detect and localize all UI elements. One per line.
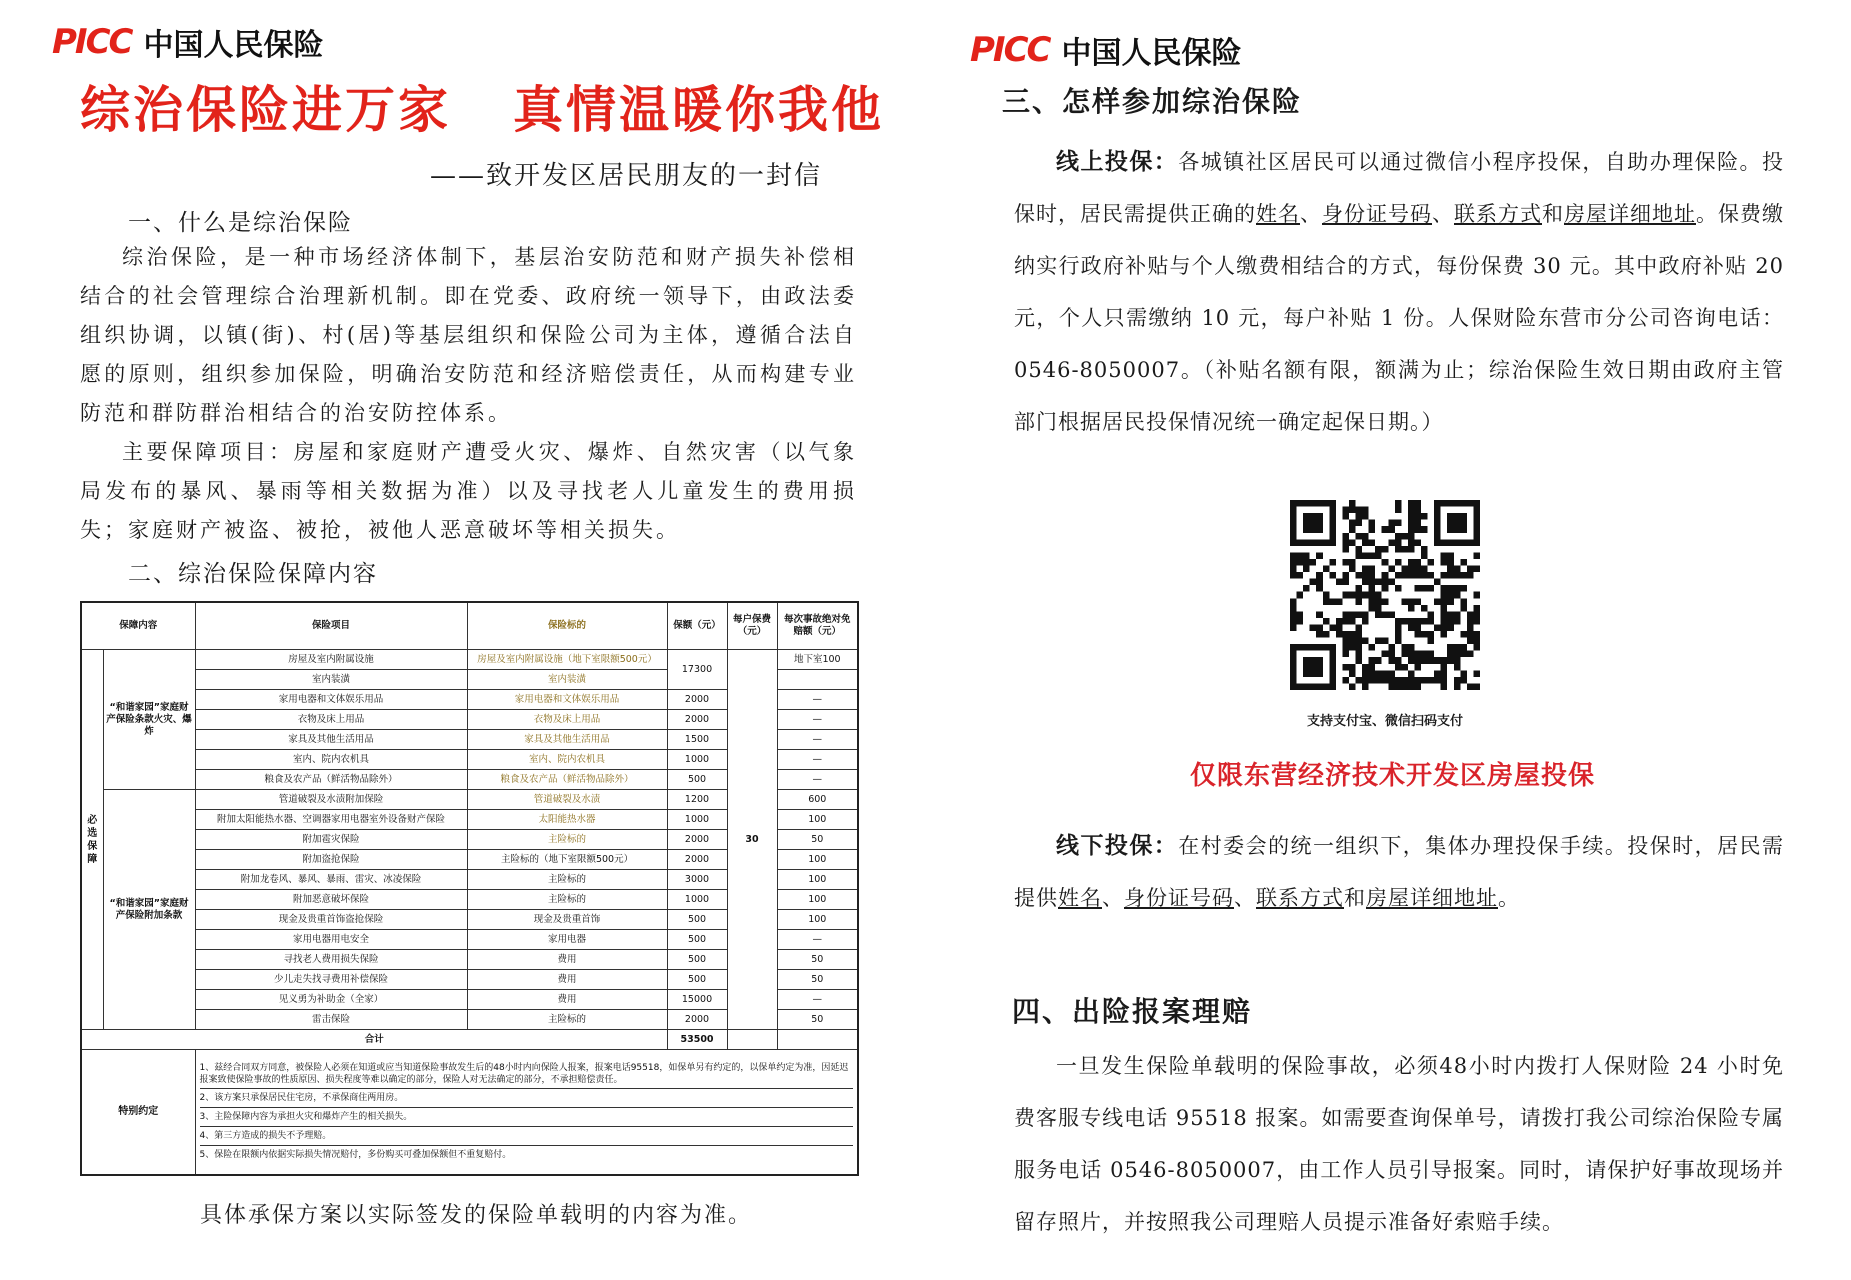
item-cell: 现金及贵重首饰盗抢保险 (195, 910, 467, 930)
section4-title: 四、出险报案理赔 (1012, 995, 1253, 1028)
item-cell: 附加恶意破坏保险 (195, 890, 467, 910)
target-cell: 太阳能热水器 (467, 810, 667, 830)
and-1: 和 (1542, 202, 1564, 226)
item-cell: 附加雹灾保险 (195, 830, 467, 850)
region-notice: 仅限东营经济技术开发区房屋投保 (1190, 761, 1596, 791)
right-page (940, 0, 1851, 1280)
amount-cell: 500 (667, 770, 727, 790)
amount-cell: 1000 (667, 810, 727, 830)
deduct-cell: 600 (777, 790, 858, 810)
field-address: 房屋详细地址 (1366, 886, 1498, 910)
letter-subtitle: ——致开发区居民朋友的一封信 (430, 161, 823, 191)
sep-3: 、 (1102, 886, 1124, 910)
amount-cell: 15000 (667, 990, 727, 1010)
header-deductible: 每次事故绝对免赔额（元） (777, 602, 858, 650)
picc-logo (970, 28, 1241, 72)
header-item: 保险项目 (195, 602, 467, 650)
deduct-cell: 50 (777, 830, 858, 850)
section2-title: 二、综治保险保障内容 (128, 561, 378, 587)
deduct-cell: — (777, 690, 858, 710)
item-cell: 附加盗抢保险 (195, 850, 467, 870)
brand-name: 中国人民保险 (143, 28, 324, 63)
special-label: 特别约定 (81, 1050, 195, 1176)
coverage-table (80, 601, 859, 1176)
deduct-cell: 100 (777, 870, 858, 890)
amount-cell: 500 (667, 930, 727, 950)
headline (80, 70, 884, 142)
deduct-cell: 50 (777, 950, 858, 970)
special-term-5: 5、保险在限额内依据实际损失情况赔付，多份购买可叠加保额但不重复赔付。 (199, 1150, 512, 1160)
amount-cell: 2000 (667, 710, 727, 730)
special-term-4: 4、第三方造成的损失不予理赔。 (200, 1127, 854, 1146)
item-cell: 寻找老人费用损失保险 (195, 950, 467, 970)
picc-logo (52, 20, 323, 64)
amount-cell: 500 (667, 950, 727, 970)
amount-cell: 500 (667, 970, 727, 990)
amount-cell: 2000 (667, 690, 727, 710)
item-cell: 粮食及农产品（鲜活物品除外） (195, 770, 467, 790)
headline-part-1: 综治保险进万家 (80, 81, 451, 139)
offline-end: 。 (1498, 886, 1520, 910)
target-cell: 费用 (467, 970, 667, 990)
deduct-cell: — (777, 750, 858, 770)
qr-caption: 支持支付宝、微信扫码支付 (1306, 714, 1463, 729)
header-coverage: 保障内容 (81, 602, 195, 650)
table-header-row (81, 602, 858, 650)
deduct-cell (777, 670, 858, 690)
payment-qr-code[interactable] (1290, 500, 1480, 690)
item-cell: 雷击保险 (195, 1010, 467, 1030)
online-paragraph (1014, 136, 1784, 448)
amount-cell: 1000 (667, 750, 727, 770)
deduct-cell: 地下室100 (777, 650, 858, 670)
target-cell: 费用 (467, 990, 667, 1010)
online-text-1: 各城镇社区居民可以通过微信小程序投保，自助办理保险。投保时，居民需提供正确的 (1014, 150, 1785, 226)
sep-1: 、 (1300, 202, 1322, 226)
amount-cell: 1000 (667, 890, 727, 910)
section4-paragraph: 一旦发生保险单载明的保险事故，必须48小时内拨打人保财险 24 小时免费客服专线电话 95518 报案。如需要查询保单号，请拨打我公司综治保险专属服务电话 0546-8050007，由工作人员引导报案。同时，请保护好事故现场并留存照片，并按照我公司理赔人员提示准备好索赔手续。 (1014, 1054, 1784, 1234)
amount-cell: 17300 (667, 650, 727, 690)
headline-part-2: 真情温暖你我他 (513, 81, 884, 139)
total-label: 合计 (81, 1030, 667, 1050)
special-row (81, 1050, 858, 1176)
deduct-cell: — (777, 770, 858, 790)
header-target: 保险标的 (467, 602, 667, 650)
amount-cell: 1500 (667, 730, 727, 750)
offline-text-1: 在村委会的统一组织下，集体办理投保手续。投保时，居民需提供 (1014, 834, 1785, 910)
left-page (0, 0, 900, 1280)
section1-paragraph-1: 综治保险，是一种市场经济体制下，基层治安防范和财产损失补偿相结合的社会管理综合治理新机制。即在党委、政府统一领导下，由政法委组织协调，以镇(街)、村(居)等基层组织和保险公司为主体，遵循合法自愿的原则，组织参加保险，明确治安防范和经济赔偿责任，从而构建专业防范和群防群治相结合的治安防控体系。 (80, 245, 857, 425)
target-cell: 现金及贵重首饰 (467, 910, 667, 930)
target-cell: 主险标的（地下室限额500元） (467, 850, 667, 870)
target-cell: 费用 (467, 950, 667, 970)
target-cell: 主险标的 (467, 870, 667, 890)
field-contact: 联系方式 (1256, 886, 1344, 910)
item-cell: 室内、院内农机具 (195, 750, 467, 770)
picc-logo-mark: PICC (970, 30, 1050, 70)
offline-paragraph (1014, 820, 1784, 924)
section1-paragraph-2: 主要保障项目：房屋和家庭财产遭受火灾、爆炸、自然灾害（以气象局发布的暴风、暴雨等相关数据为准）以及寻找老人儿童发生的费用损失；家庭财产被盗、被抢，被他人恶意破坏等相关损失。 (80, 440, 857, 542)
special-term-1: 1、兹经合同双方同意，被保险人必须在知道或应当知道保险事故发生后的48小时内向保险人报案，报案电话95518，如保单另有约定的，以保单约定为准，因延迟报案致使保险事故的性质原因、损失程度等难以确定的部分，保险人对无法确定的部分，不承担赔偿责任。 (200, 1060, 854, 1089)
target-cell: 家用电器 (467, 930, 667, 950)
item-cell: 衣物及床上用品 (195, 710, 467, 730)
field-contact: 联系方式 (1454, 202, 1542, 226)
target-cell: 室内、院内农机具 (467, 750, 667, 770)
premium-cell: 30 (727, 650, 777, 1030)
section1-title: 一、什么是综治保险 (128, 210, 353, 236)
target-cell: 主险标的 (467, 890, 667, 910)
target-cell: 家用电器和文体娱乐用品 (467, 690, 667, 710)
online-text-2: 。保费缴纳实行政府补贴与个人缴费相结合的方式，每份保费 30 元。其中政府补贴 20 元，个人只需缴纳 10 元，每户补贴 1 份。人保财险东营市分公司咨询电话：0546-8050007。（补贴名额有限，额满为止；综治保险生效日期由政府主管部门根据居民投保情况统一确定起保日期。） (1014, 202, 1784, 434)
target-cell: 主险标的 (467, 830, 667, 850)
amount-cell: 2000 (667, 830, 727, 850)
deduct-cell: — (777, 730, 858, 750)
field-id: 身份证号码 (1124, 886, 1234, 910)
field-name: 姓名 (1256, 202, 1300, 226)
deduct-cell: — (777, 990, 858, 1010)
deduct-cell: 100 (777, 850, 858, 870)
item-cell: 家用电器用电安全 (195, 930, 467, 950)
deduct-cell: 100 (777, 810, 858, 830)
target-cell: 房屋及室内附属设施（地下室限额500元） (467, 650, 667, 670)
brand-name: 中国人民保险 (1061, 36, 1242, 71)
footnote: 具体承保方案以实际签发的保险单载明的内容为准。 (200, 1203, 753, 1228)
item-cell: 房屋及室内附属设施 (195, 650, 467, 670)
offline-label: 线下投保： (1056, 833, 1179, 859)
amount-cell: 3000 (667, 870, 727, 890)
deduct-cell: — (777, 930, 858, 950)
online-label: 线上投保： (1056, 149, 1179, 175)
target-cell: 管道破裂及水渍 (467, 790, 667, 810)
amount-cell: 500 (667, 910, 727, 930)
total-row (81, 1030, 858, 1050)
target-cell: 粮食及农产品（鲜活物品除外） (467, 770, 667, 790)
section3-title: 三、怎样参加综治保险 (1002, 85, 1303, 118)
deduct-cell: 100 (777, 890, 858, 910)
amount-cell: 2000 (667, 850, 727, 870)
item-cell: 少儿走失找寻费用补偿保险 (195, 970, 467, 990)
item-cell: 管道破裂及水渍附加保险 (195, 790, 467, 810)
table-row (81, 650, 858, 670)
required-label: 必选保障 (81, 650, 103, 1030)
item-cell: 见义勇为补助金（全家） (195, 990, 467, 1010)
target-cell: 家具及其他生活用品 (467, 730, 667, 750)
item-cell: 附加太阳能热水器、空调器家用电器室外设备财产保险 (195, 810, 467, 830)
group1-label: “和谐家园”家庭财产保险条款火灾、爆炸 (103, 650, 195, 790)
item-cell: 附加龙卷风、暴风、暴雨、雷灾、冰凌保险 (195, 870, 467, 890)
deduct-cell: 50 (777, 1010, 858, 1030)
header-premium: 每户保费（元） (727, 602, 777, 650)
total-amount: 53500 (667, 1030, 727, 1050)
item-cell: 家用电器和文体娱乐用品 (195, 690, 467, 710)
field-name: 姓名 (1058, 886, 1102, 910)
special-term-3: 3、主险保障内容为承担火灾和爆炸产生的相关损失。 (200, 1108, 854, 1127)
item-cell: 室内装潢 (195, 670, 467, 690)
and-2: 和 (1344, 886, 1366, 910)
item-cell: 家具及其他生活用品 (195, 730, 467, 750)
sep-4: 、 (1234, 886, 1256, 910)
sep-2: 、 (1432, 202, 1454, 226)
picc-logo-mark: PICC (52, 22, 132, 62)
deduct-cell: — (777, 710, 858, 730)
field-id: 身份证号码 (1322, 202, 1432, 226)
amount-cell: 2000 (667, 1010, 727, 1030)
amount-cell: 1200 (667, 790, 727, 810)
special-term-2: 2、该方案只承保居民住宅房，不承保商住两用房。 (200, 1089, 854, 1108)
group2-label: “和谐家园”家庭财产保险附加条款 (103, 790, 195, 1030)
target-cell: 衣物及床上用品 (467, 710, 667, 730)
deduct-cell: 100 (777, 910, 858, 930)
deduct-cell: 50 (777, 970, 858, 990)
special-terms (195, 1050, 858, 1176)
target-cell: 主险标的 (467, 1010, 667, 1030)
header-amount: 保额（元） (667, 602, 727, 650)
field-address: 房屋详细地址 (1564, 202, 1696, 226)
target-cell: 室内装潢 (467, 670, 667, 690)
